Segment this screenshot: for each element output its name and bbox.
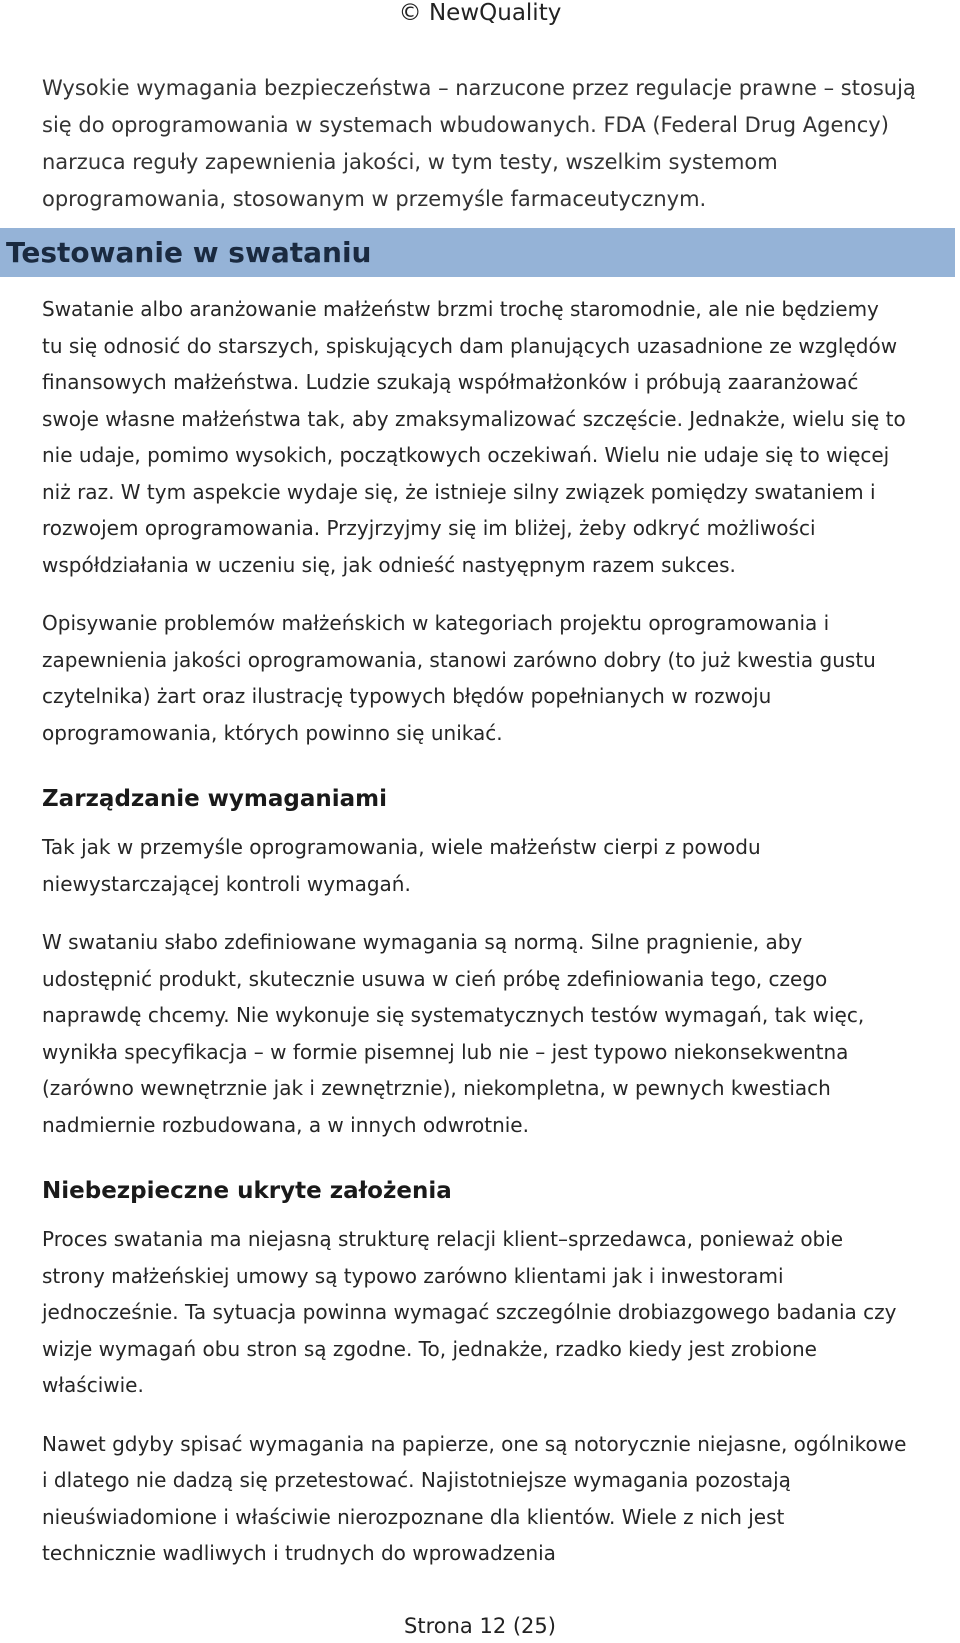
paragraph-matchmaking-1: Swatanie albo aranżowanie małżeństw brzmi trochę staromodnie, ale nie będziemy tu się odnosić do starszych, spiskujących dam planujących uzasadnione ze względów finansowych małżeństwa. Ludzie szukają współmałżonków i próbują zaaranżować swoje własne małżeństwa tak, aby zmaksymalizować szczęście. Jednakże, wielu się to nie udaje, pomimo wysokich, początkowych oczekiwań. Wielu nie udaje się to więcej niż raz. W tym aspekcie wydaje się, że istnieje silny związek pomiędzy swataniem i rozwojem oprogramowania. Przyjrzyjmy się im bliżej, żeby odkryć możliwości współdziałania w uczeniu się, jak odnieść nastyępnym razem sukces.: [42, 297, 906, 577]
section-heading-matchmaking: Testowanie w swataniu: [0, 228, 955, 277]
page-header-copyright: © NewQuality: [398, 0, 562, 26]
paragraph-assumptions-2: Nawet gdyby spisać wymagania na papierze, one są notorycznie niejasne, ogólnikowe i dlatego nie dadzą się przetestować. Najistotniejsze wymagania pozostają nieuświadomione i właściwie nierozpoznane dla klientów. Wiele z nich jest technicznie wadliwych i trudnych do wprowadzenia: [42, 1431, 907, 1565]
section-heading-requirements: Zarządzanie wymaganiami: [42, 786, 388, 812]
paragraph-assumptions-1: Proces swatania ma niejasną strukturę relacji klient–sprzedawca, ponieważ obie strony małżeńskiej umowy są typowo zarówno klientami jak i inwestorami jednocześnie. Ta sytuacja powinna wymagać szczególnie drobiazgowego badania czy wizje wymagań obu stron są zgodne. To, jednakże, rzadko kiedy jest zrobione właściwie.: [42, 1227, 897, 1397]
document-body: [0, 70, 960, 1572]
intro-paragraph: Wysokie wymagania bezpieczeństwa – narzucone przez regulacje prawne – stosują się do oprogramowania w systemach wbudowanych. FDA (Federal Drug Agency) narzuca reguły zapewnienia jakości, w tym testy, wszelkim systemom oprogramowania, stosowanym w przemyśle farmaceutycznym.: [42, 76, 916, 211]
paragraph-requirements-2: W swataniu słabo zdefiniowane wymagania są normą. Silne pragnienie, aby udostępnić produkt, skutecznie usuwa w cień próbę zdefiniowania tego, czego naprawdę chcemy. Nie wykonuje się systematycznych testów wymagań, tak więc, wynikła specyfikacja – w formie pisemnej lub nie – jest typowo niekonsekwentna (zarówno wewnętrznie jak i zewnętrznie), niekompletna, w pewnych kwestiach nadmiernie rozbudowana, a w innych odwrotnie.: [42, 930, 865, 1137]
page-number: Strona 12 (25): [404, 1614, 556, 1638]
section-heading-assumptions: Niebezpieczne ukryte założenia: [42, 1178, 452, 1204]
paragraph-matchmaking-2: Opisywanie problemów małżeńskich w kategoriach projektu oprogramowania i zapewnienia jakości oprogramowania, stanowi zarówno dobry (to już kwestia gustu czytelnika) żart oraz ilustrację typowych błędów popełnianych w rozwoju oprogramowania, których powinno się unikać.: [42, 611, 876, 745]
paragraph-requirements-1: Tak jak w przemyśle oprogramowania, wiele małżeństw cierpi z powodu niewystarczającej kontroli wymagań.: [42, 835, 761, 896]
